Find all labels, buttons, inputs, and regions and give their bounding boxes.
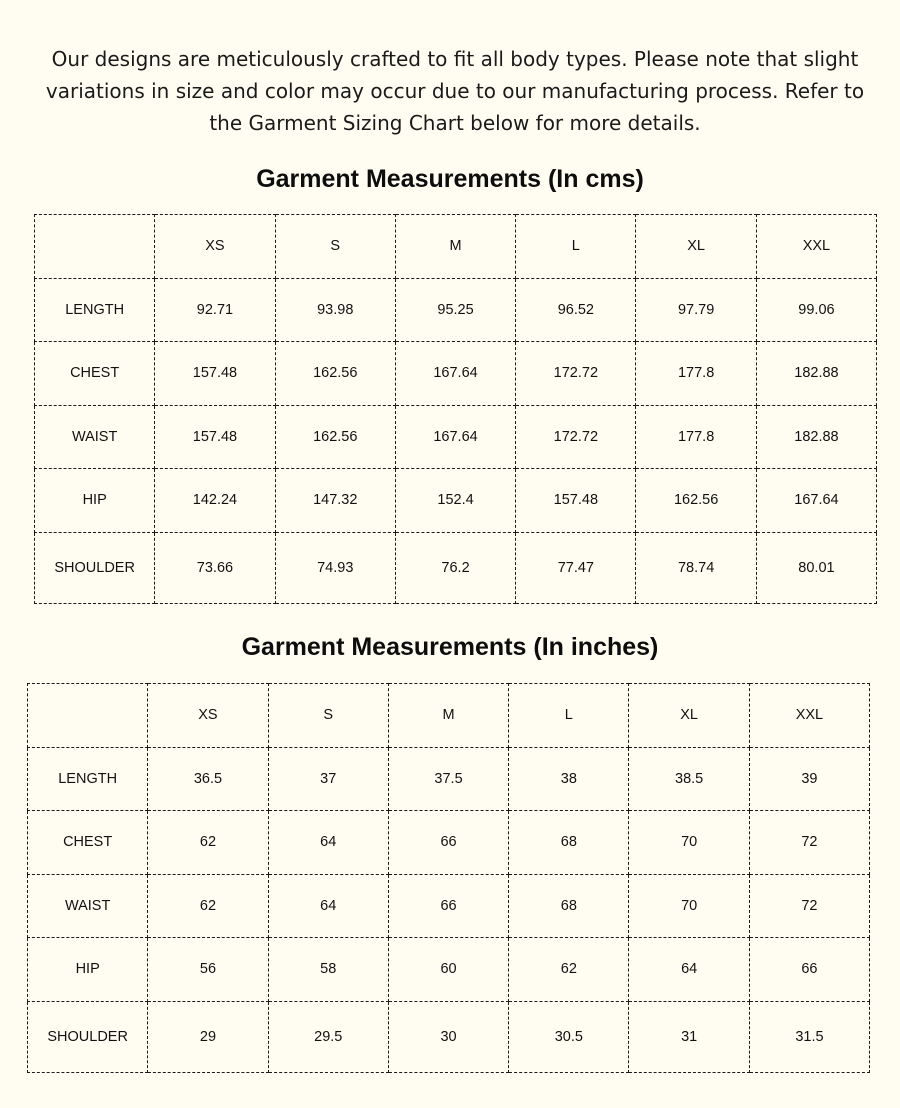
intro-line: variations in size and color may occur due to our manufacturing process. Refer to	[45, 79, 865, 103]
row-label: WAIST	[28, 874, 148, 938]
table-cell: 157.48	[516, 469, 636, 533]
table-cell: 66	[749, 938, 869, 1002]
size-header: XXL	[756, 215, 876, 279]
table-title-inches: Garment Measurements (In inches)	[241, 633, 659, 661]
row-label: HIP	[28, 938, 148, 1002]
table-cell: 62	[148, 874, 268, 938]
table-cell: 39	[749, 747, 869, 811]
table-row	[28, 1001, 870, 1073]
intro-text	[40, 43, 870, 139]
table-cell: 62	[148, 811, 268, 875]
table-cell: 93.98	[275, 278, 395, 342]
table-cell: 72	[749, 811, 869, 875]
corner-cell	[28, 684, 148, 748]
row-label: HIP	[35, 469, 155, 533]
table-row	[28, 747, 870, 811]
table-row	[35, 342, 877, 406]
table-cell: 162.56	[636, 469, 756, 533]
table-cell: 37	[268, 747, 388, 811]
table-cell: 182.88	[756, 405, 876, 469]
table-cell: 167.64	[395, 342, 515, 406]
table-cell: 38.5	[629, 747, 749, 811]
table-cell: 66	[388, 811, 508, 875]
table-cell: 167.64	[395, 405, 515, 469]
table-cell: 177.8	[636, 405, 756, 469]
size-header: XS	[155, 215, 275, 279]
table-cell: 70	[629, 874, 749, 938]
size-header: XXL	[749, 684, 869, 748]
table-cell: 30	[388, 1001, 508, 1073]
table-cell: 38	[509, 747, 629, 811]
table-cell: 78.74	[636, 532, 756, 604]
row-label: CHEST	[28, 811, 148, 875]
table-row	[28, 811, 870, 875]
table-cell: 36.5	[148, 747, 268, 811]
size-header: L	[516, 215, 636, 279]
row-label: LENGTH	[28, 747, 148, 811]
intro-line: the Garment Sizing Chart below for more details.	[209, 111, 701, 135]
size-header: XL	[636, 215, 756, 279]
size-header: XS	[148, 684, 268, 748]
size-header: L	[509, 684, 629, 748]
table-cell: 70	[629, 811, 749, 875]
table-cell: 73.66	[155, 532, 275, 604]
size-header: M	[388, 684, 508, 748]
table-cell: 157.48	[155, 405, 275, 469]
table-cell: 56	[148, 938, 268, 1002]
table-cell: 68	[509, 874, 629, 938]
table-cell: 147.32	[275, 469, 395, 533]
table-cell: 76.2	[395, 532, 515, 604]
table-cell: 162.56	[275, 342, 395, 406]
table-row	[35, 532, 877, 604]
table-cell: 62	[509, 938, 629, 1002]
intro-line: Our designs are meticulously crafted to fit all body types. Please note that slight	[51, 47, 859, 71]
table-cell: 72	[749, 874, 869, 938]
size-table-cm	[34, 214, 877, 604]
table-cell: 177.8	[636, 342, 756, 406]
table-cell: 29.5	[268, 1001, 388, 1073]
table-row	[28, 938, 870, 1002]
table-cell: 97.79	[636, 278, 756, 342]
table-cell: 68	[509, 811, 629, 875]
size-header: S	[275, 215, 395, 279]
table-row	[28, 874, 870, 938]
table-cell: 172.72	[516, 405, 636, 469]
table-row	[35, 405, 877, 469]
row-label: CHEST	[35, 342, 155, 406]
size-header: S	[268, 684, 388, 748]
table-cell: 64	[268, 874, 388, 938]
table-cell: 99.06	[756, 278, 876, 342]
row-label: WAIST	[35, 405, 155, 469]
corner-cell	[35, 215, 155, 279]
table-cell: 95.25	[395, 278, 515, 342]
table-row	[35, 278, 877, 342]
table-cell: 80.01	[756, 532, 876, 604]
table-cell: 37.5	[388, 747, 508, 811]
table-cell: 142.24	[155, 469, 275, 533]
size-header: XL	[629, 684, 749, 748]
table-cell: 172.72	[516, 342, 636, 406]
table-cell: 92.71	[155, 278, 275, 342]
table-cell: 66	[388, 874, 508, 938]
table-cell: 152.4	[395, 469, 515, 533]
table-cell: 64	[268, 811, 388, 875]
table-cell: 77.47	[516, 532, 636, 604]
table-cell: 60	[388, 938, 508, 1002]
table-cell: 58	[268, 938, 388, 1002]
row-label: SHOULDER	[28, 1001, 148, 1073]
table-title-cm: Garment Measurements (In cms)	[256, 165, 644, 193]
table-cell: 157.48	[155, 342, 275, 406]
table-header-row	[35, 215, 877, 279]
table-cell: 74.93	[275, 532, 395, 604]
table-cell: 29	[148, 1001, 268, 1073]
table-cell: 64	[629, 938, 749, 1002]
table-row	[35, 469, 877, 533]
table-header-row	[28, 684, 870, 748]
table-cell: 96.52	[516, 278, 636, 342]
row-label: SHOULDER	[35, 532, 155, 604]
table-cell: 162.56	[275, 405, 395, 469]
table-cell: 31.5	[749, 1001, 869, 1073]
row-label: LENGTH	[35, 278, 155, 342]
table-cell: 182.88	[756, 342, 876, 406]
table-cell: 167.64	[756, 469, 876, 533]
size-table-inches	[27, 683, 870, 1073]
size-header: M	[395, 215, 515, 279]
table-cell: 30.5	[509, 1001, 629, 1073]
table-cell: 31	[629, 1001, 749, 1073]
